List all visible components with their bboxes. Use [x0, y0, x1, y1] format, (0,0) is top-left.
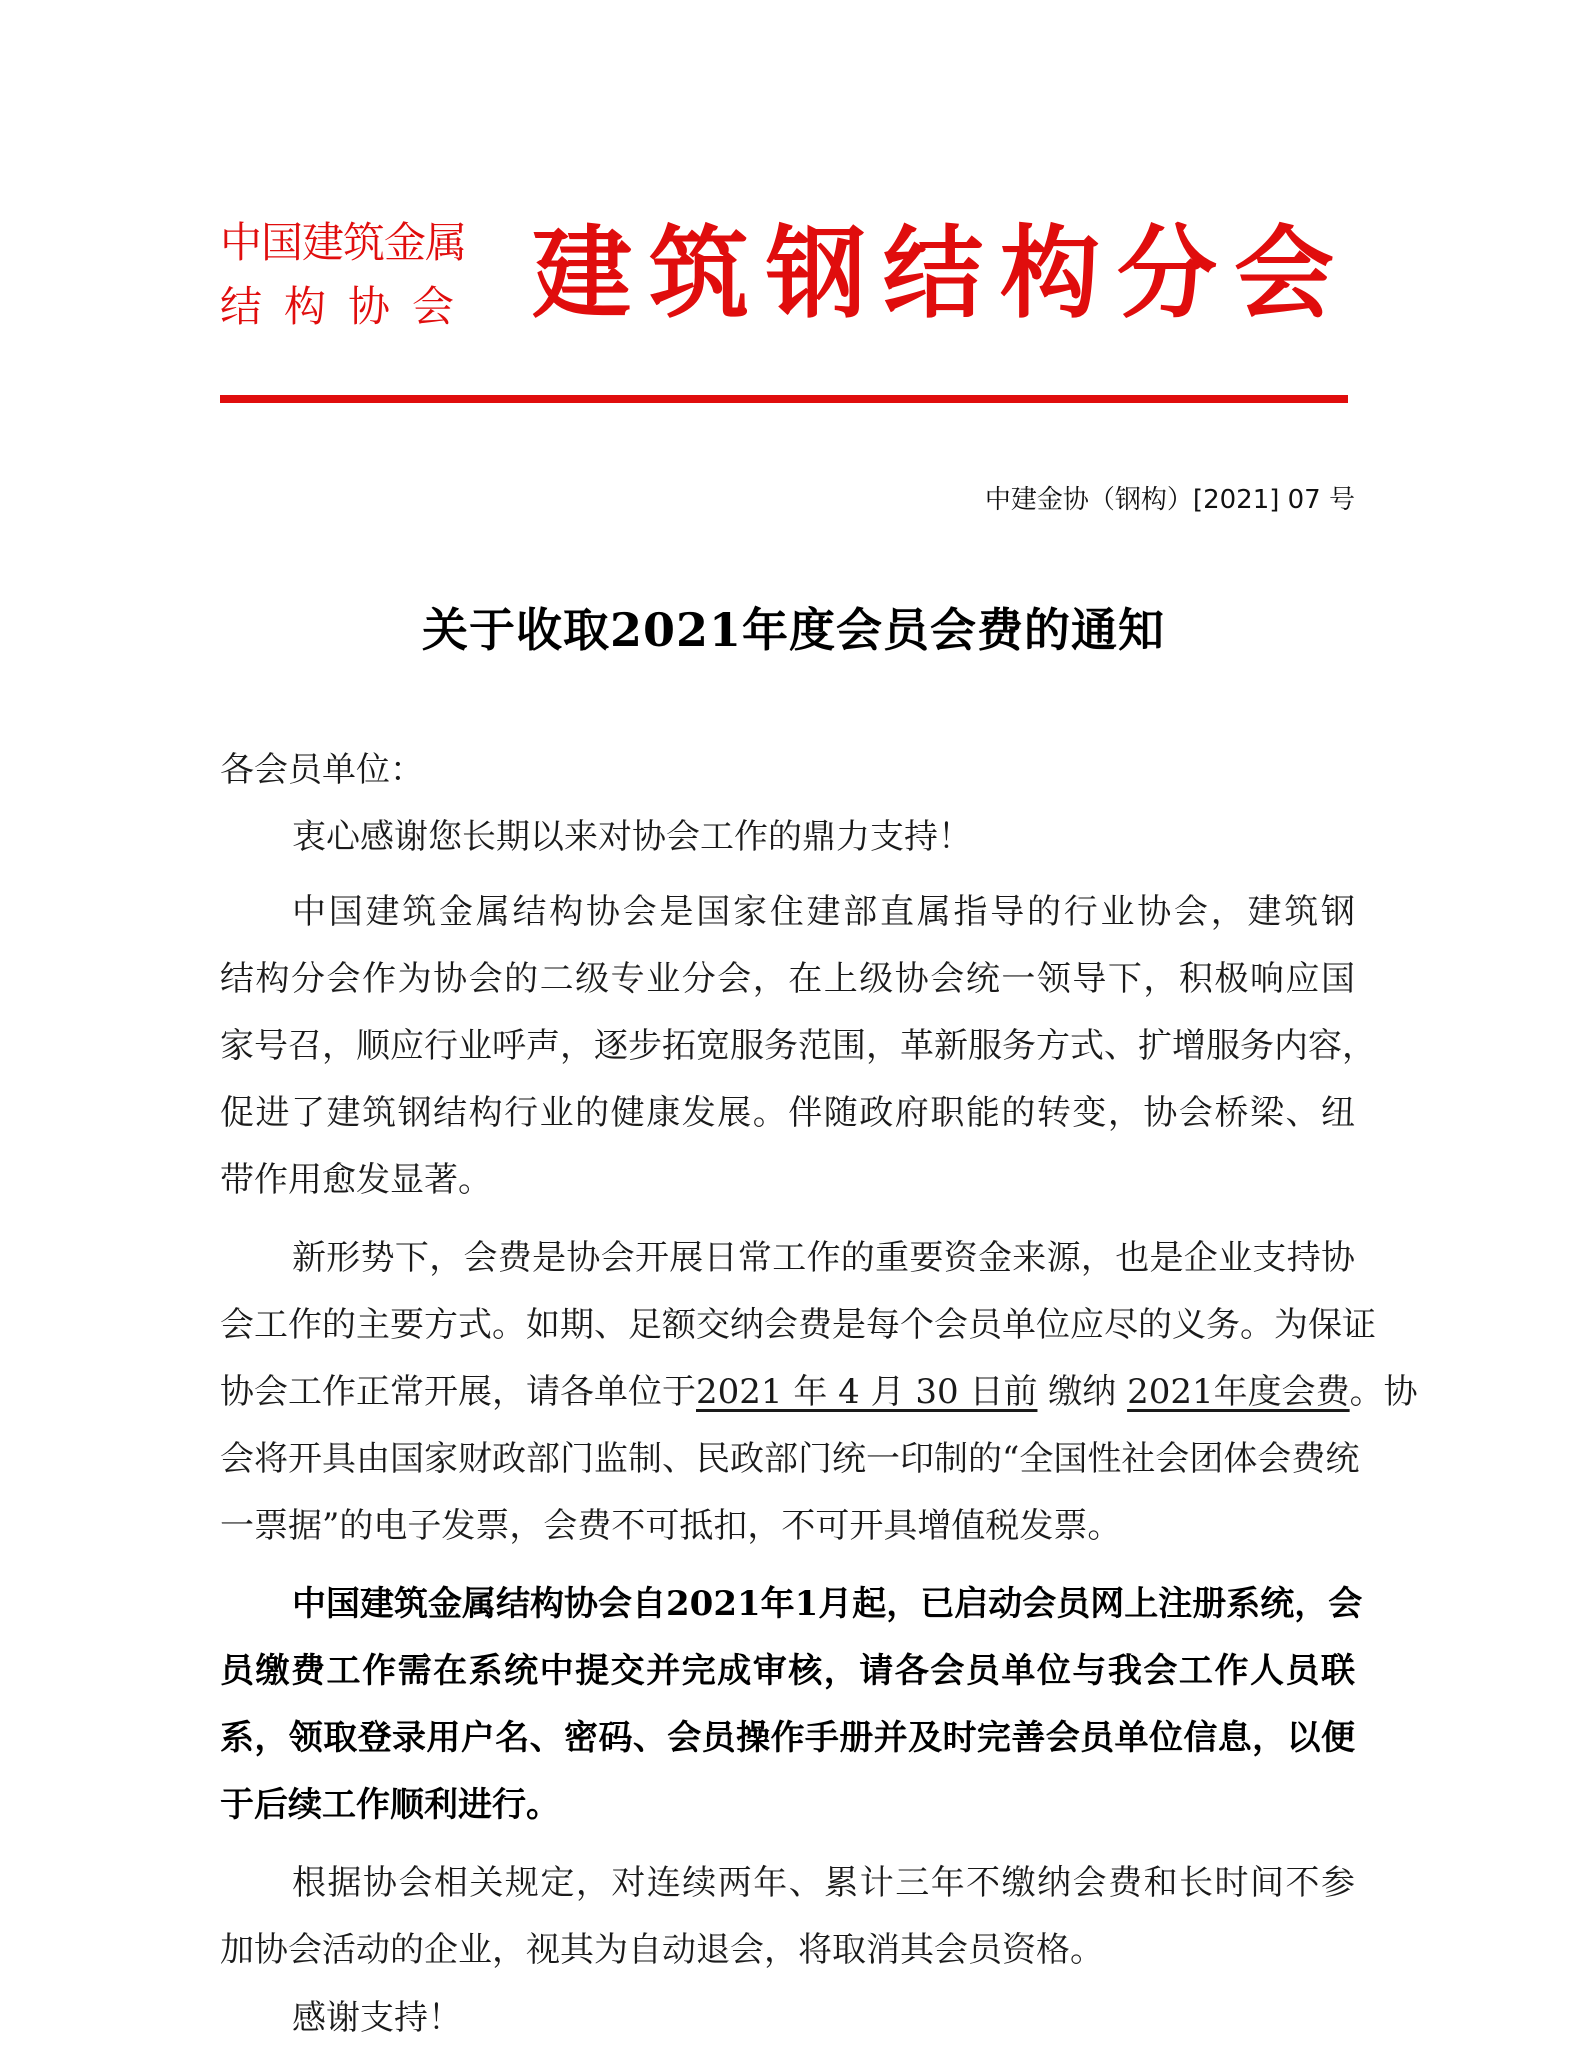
org-name-line2: 结构协会 — [220, 282, 477, 331]
paragraph-fee-line: 会工作的主要方式。如期、足额交纳会费是每个会员单位应尽的义务。为保证 — [220, 1305, 1376, 1345]
org-name-line1: 中国建筑金属 — [220, 218, 467, 267]
paragraph-intro-line: 结构分会作为协会的二级专业分会，在上级协会统一领导下，积极响应国 — [220, 959, 1355, 999]
paragraph-registration-line: 员缴费工作需在系统中提交并完成审核，请各会员单位与我会工作人员联 — [220, 1651, 1355, 1691]
annual-fee: 2021年度会费 — [1127, 1372, 1350, 1412]
paragraph-registration-line: 系，领取登录用户名、密码、会员操作手册并及时完善会员单位信息，以便 — [220, 1718, 1355, 1758]
paragraph-rules-line: 根据协会相关规定，对连续两年、累计三年不缴纳会费和长时间不参 — [292, 1863, 1355, 1903]
red-divider — [220, 395, 1348, 403]
paragraph-fee-line: 一票据”的电子发票，会费不可抵扣，不可开具增值税发票。 — [220, 1506, 1122, 1546]
paragraph-intro-line: 促进了建筑钢结构行业的健康发展。伴随政府职能的转变，协会桥梁、纽 — [220, 1093, 1355, 1133]
payment-deadline: 2021 年 4 月 30 日前 — [696, 1372, 1038, 1412]
branch-name: 建筑钢结构分会 — [532, 214, 1351, 332]
fee-text: 。协 — [1349, 1372, 1418, 1412]
closing-thanks: 感谢支持！ — [292, 1998, 462, 2038]
document-number: 中建金协（钢构）[2021] 07 号 — [984, 485, 1355, 515]
salutation: 各会员单位： — [220, 750, 424, 790]
paragraph-intro-line: 中国建筑金属结构协会是国家住建部直属指导的行业协会，建筑钢 — [292, 892, 1355, 932]
paragraph-intro-line: 带作用愈发显著。 — [220, 1160, 492, 1200]
paragraph-intro-line: 家号召，顺应行业呼声，逐步拓宽服务范围，革新服务方式、扩增服务内容， — [220, 1026, 1376, 1066]
paragraph-rules-line: 加协会活动的企业，视其为自动退会，将取消其会员资格。 — [220, 1930, 1104, 1970]
paragraph-fee-line — [220, 1370, 1418, 1414]
notice-title: 关于收取2021年度会员会费的通知 — [421, 603, 1166, 657]
paragraph-fee-line: 会将开具由国家财政部门监制、民政部门统一印制的“全国性社会团体会费统 — [220, 1439, 1360, 1479]
paragraph-fee-line: 新形势下，会费是协会开展日常工作的重要资金来源，也是企业支持协 — [292, 1238, 1355, 1278]
paragraph-thanks: 衷心感谢您长期以来对协会工作的鼎力支持！ — [292, 817, 972, 857]
fee-text: 缴纳 — [1037, 1372, 1128, 1412]
paragraph-registration-line: 中国建筑金属结构协会自2021年1月起，已启动会员网上注册系统，会 — [292, 1584, 1363, 1624]
paragraph-registration-line: 于后续工作顺利进行。 — [220, 1785, 560, 1825]
fee-text: 协会工作正常开展，请各单位于 — [220, 1372, 696, 1412]
